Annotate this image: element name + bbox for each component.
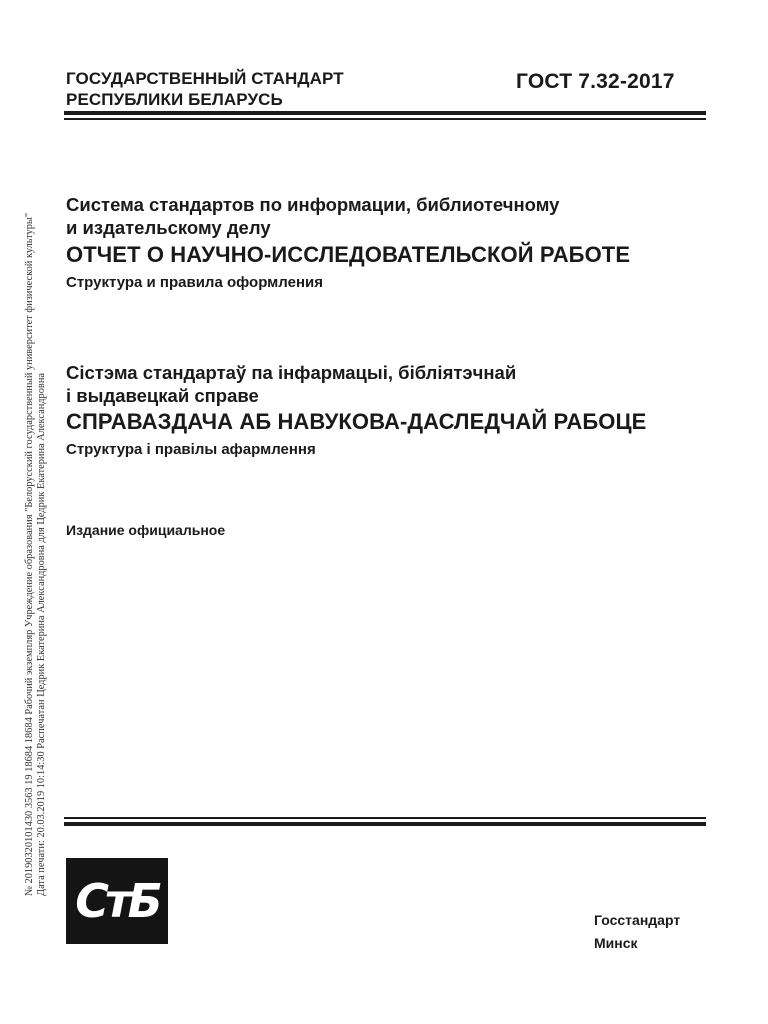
edition-label: Издание официальное (66, 522, 226, 538)
header-rule-thin (64, 118, 706, 120)
footer-rule-thin (64, 817, 706, 819)
ru-series-line-2: и издательскому делу (66, 217, 271, 238)
by-subtitle: Структура і правілы афармлення (66, 441, 316, 458)
side-stamp-line-2: Дата печати: 20.03.2019 10:14:30 Распечатан Цедрик Екатерина Александровна для Цедрик Екатерина Александровна (36, 372, 47, 896)
gosstandart-logo (66, 858, 168, 944)
publisher-city: Минск (594, 935, 638, 951)
ru-series-line-1: Система стандартов по информации, библиотечному (66, 194, 560, 215)
issuer-line-2: РЕСПУБЛИКИ БЕЛАРУСЬ (66, 90, 283, 109)
ru-subtitle: Структура и правила оформления (66, 274, 323, 291)
issuer-line-1: ГОСУДАРСТВЕННЫЙ СТАНДАРТ (66, 69, 344, 88)
logo-text: СтБ (75, 874, 159, 928)
ru-title: ОТЧЕТ О НАУЧНО-ИССЛЕДОВАТЕЛЬСКОЙ РАБОТЕ (66, 242, 631, 267)
publisher-name: Госстандарт (594, 912, 681, 928)
by-series-line-1: Сістэма стандартаў па інфармацыі, бібліятэчнай (66, 362, 517, 383)
standard-code: ГОСТ 7.32-2017 (516, 70, 675, 93)
header-rule-thick (64, 111, 706, 115)
side-stamp-line-1: № 20190320101430 3563 19 18684 18684 Рабочий экземпляр Учреждение образования "Белорусский государственный университет физической культуры" (24, 212, 35, 896)
by-title: СПРАВАЗДАЧА АБ НАВУКОВА-ДАСЛЕДЧАЙ РАБОЦЕ (66, 409, 647, 434)
footer-rule-thick (64, 822, 706, 826)
by-series-line-2: і выдавецкай справе (66, 385, 259, 406)
